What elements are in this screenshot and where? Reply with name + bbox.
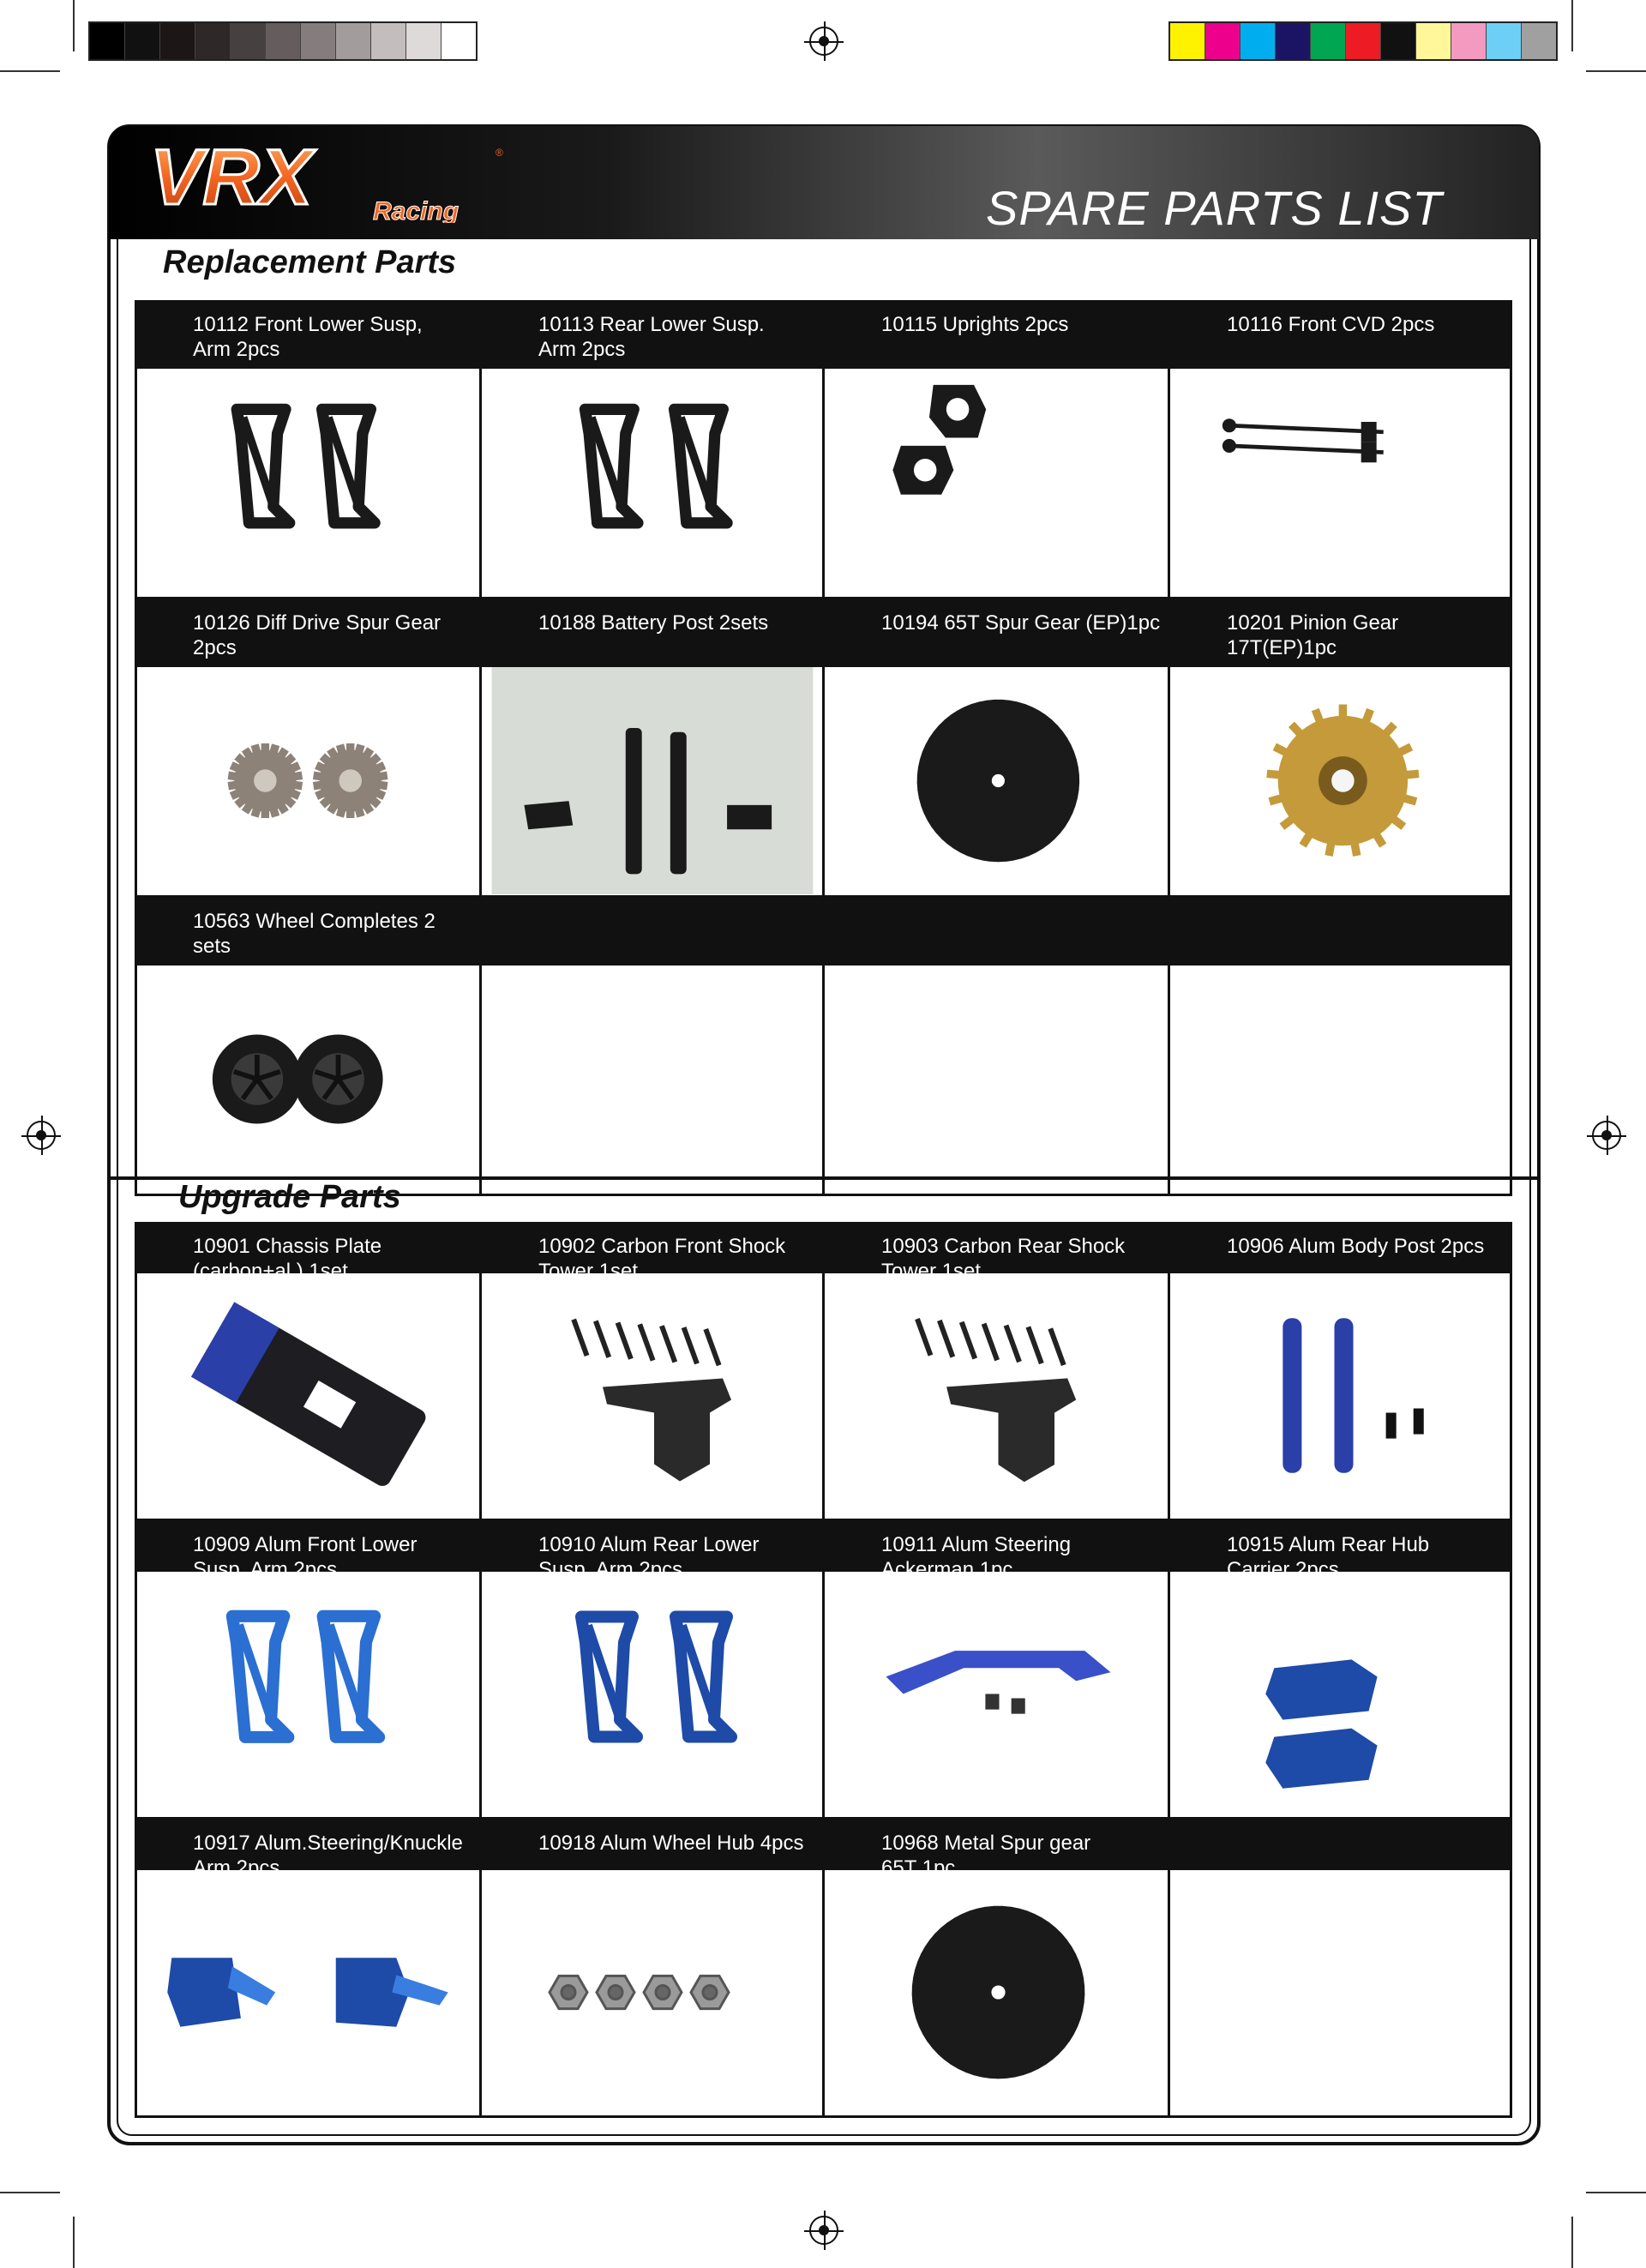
steering-ackerman-icon (826, 1572, 1168, 1816)
part-label: 10112 Front Lower Susp, Arm 2pcs (193, 313, 423, 361)
crop-mark (1586, 2192, 1646, 2193)
part-label: 10968 Metal Spur gear 65T 1pc (881, 1832, 1091, 1880)
part-label: 10903 Carbon Rear Shock Tower 1set (881, 1235, 1126, 1283)
column-divider (822, 1273, 825, 2117)
grayscale-swatch-bar (88, 21, 478, 61)
part-label: 10918 Alum Wheel Hub 4pcs (538, 1832, 804, 1855)
diff-gear-icon (137, 667, 479, 894)
registration-mark-top (809, 27, 838, 56)
part-label: 10116 Front CVD 2pcs (1227, 313, 1435, 336)
svg-text:VRX: VRX (150, 137, 313, 221)
column-divider (479, 369, 482, 1195)
part-label: 10113 Rear Lower Susp. Arm 2pcs (538, 313, 765, 361)
part-label: 10901 Chassis Plate (carbon+al.) 1set (193, 1235, 382, 1283)
crop-mark (0, 70, 60, 72)
section-title-replacement: Replacement Parts (163, 244, 457, 280)
rear-lower-susp-arm-icon (483, 369, 822, 596)
alum-front-arm-icon (137, 1572, 479, 1816)
chassis-plate-icon (137, 1273, 479, 1518)
svg-text:Racing: Racing (373, 197, 460, 223)
hub-carrier-icon (1171, 1572, 1511, 1816)
registration-mark-left (27, 1121, 56, 1150)
crop-mark (73, 2217, 75, 2268)
part-label: 10126 Diff Drive Spur Gear 2pcs (193, 611, 442, 659)
cvd-shaft-icon (1171, 369, 1511, 596)
knuckle-arm-icon (137, 1870, 479, 2115)
registration-mark-bottom (809, 2216, 838, 2245)
shock-tower-icon (483, 1273, 822, 1518)
column-divider (1168, 1273, 1170, 2117)
vrx-racing-logo (146, 137, 514, 223)
page-title: SPARE PARTS LIST (986, 181, 1443, 235)
crop-mark (1586, 70, 1646, 72)
column-divider (822, 369, 825, 1195)
wheel-icon (137, 966, 479, 1193)
crop-mark (1571, 0, 1573, 51)
part-label: 10917 Alum.Steering/Knuckle Arm 2pcs (193, 1832, 463, 1880)
body-post-icon (1171, 1273, 1511, 1518)
part-label: 10902 Carbon Front Shock Tower 1set (538, 1235, 786, 1283)
part-label: 10910 Alum Rear Lower Susp. Arm 2pcs (538, 1533, 760, 1581)
part-label: 10909 Alum Front Lower Susp. Arm 2pcs (193, 1533, 418, 1581)
column-divider (479, 1273, 482, 2117)
part-label: 10201 Pinion Gear 17T(EP)1pc (1227, 611, 1399, 659)
section-title-upgrade: Upgrade Parts (178, 1179, 401, 1215)
registration-mark-right (1592, 1121, 1621, 1150)
part-label: 10188 Battery Post 2sets (538, 611, 769, 635)
crop-mark (73, 0, 75, 51)
pinion-gear-icon (1171, 667, 1511, 894)
alum-rear-arm-icon (483, 1572, 822, 1816)
crop-mark (1571, 2217, 1573, 2268)
svg-text:®: ® (496, 147, 503, 159)
wheel-hub-icon (483, 1870, 822, 2115)
lower-susp-arm-icon (137, 369, 479, 596)
part-label: 10906 Alum Body Post 2pcs (1227, 1235, 1485, 1258)
rear-shock-tower-icon (826, 1273, 1168, 1518)
column-divider (1168, 369, 1170, 1195)
part-label: 10911 Alum Steering Ackerman 1pc (881, 1533, 1072, 1581)
part-label: 10915 Alum Rear Hub Carrier 2pcs (1227, 1533, 1430, 1581)
spur-gear-icon (826, 667, 1168, 894)
uprights-icon (826, 369, 1168, 596)
part-label: 10563 Wheel Completes 2 sets (193, 910, 436, 958)
battery-post-icon (483, 667, 822, 894)
metal-spur-gear-icon (826, 1870, 1168, 2115)
part-label: 10194 65T Spur Gear (EP)1pc (881, 611, 1161, 635)
crop-mark (0, 2192, 60, 2193)
color-swatch-bar (1168, 21, 1558, 61)
part-label: 10115 Uprights 2pcs (881, 313, 1069, 336)
